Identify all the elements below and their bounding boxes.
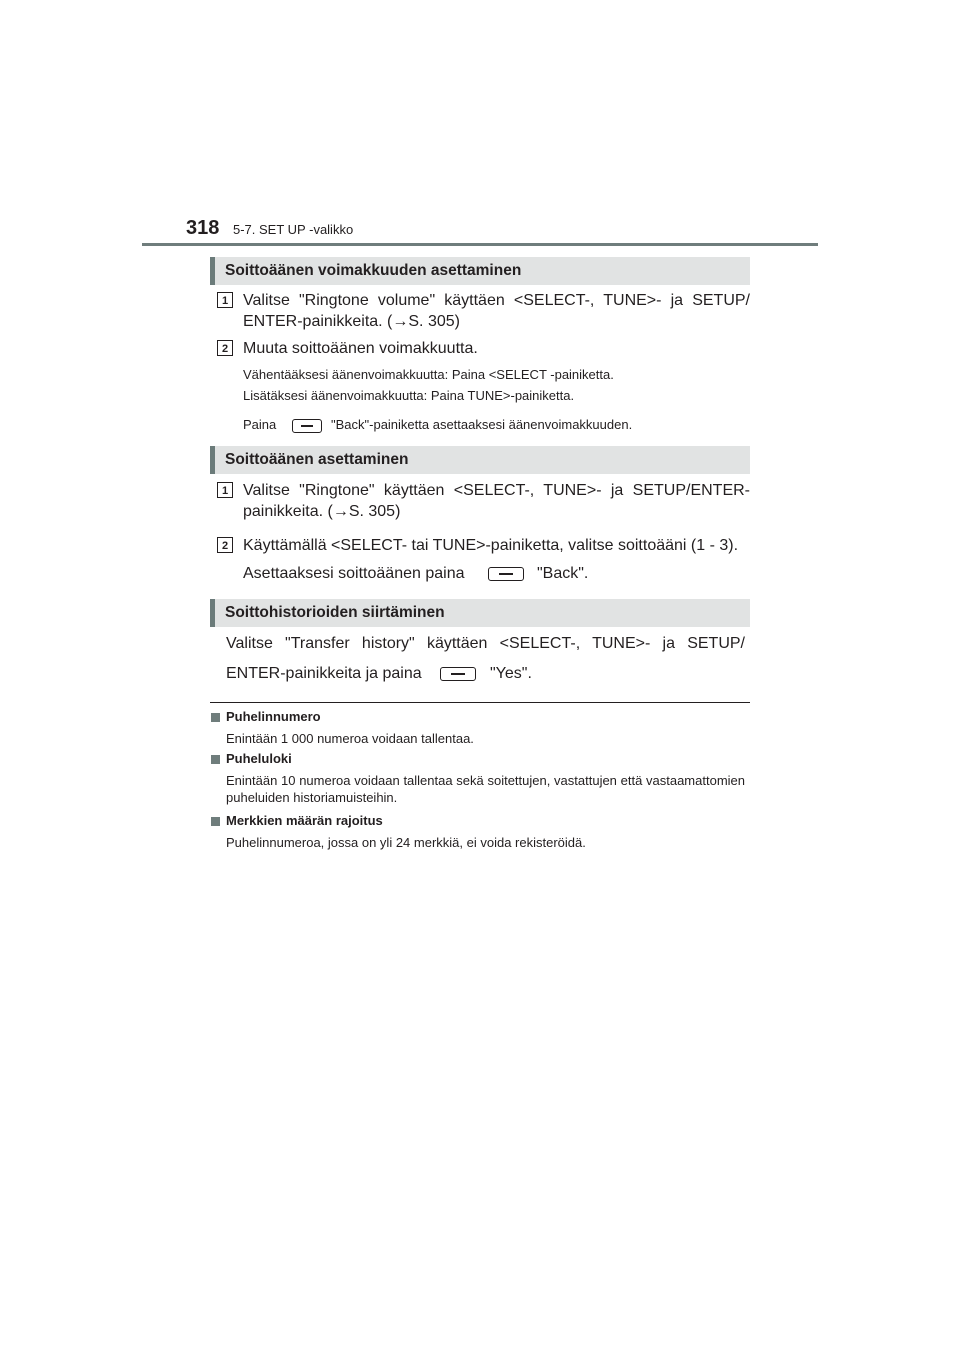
page-number: 318	[186, 217, 220, 239]
step-detail: Lisätäksesi äänenvoimakkuutta: Paina TUNE>-painiketta.	[243, 388, 575, 403]
square-bullet-icon	[211, 755, 220, 764]
step-text-line: ENTER-painikkeita. (→S. 305)	[243, 313, 460, 330]
section-heading-ringtone-volume	[210, 257, 750, 285]
step-text-line: Valitse "Ringtone" käyttäen <SELECT-, TUNE>- ja SETUP/ENTER-	[243, 482, 750, 499]
section-title: Soittohistorioiden siirtäminen	[225, 604, 445, 621]
back-button-icon	[292, 419, 322, 433]
notes-divider	[210, 702, 750, 703]
step-detail: "Back"-painiketta asettaaksesi äänenvoimakkuuden.	[331, 417, 633, 432]
section-title: Soittoäänen voimakkuuden asettaminen	[225, 262, 522, 279]
section-heading-ringtone	[210, 446, 750, 474]
step-text-line: Valitse "Ringtone volume" käyttäen <SELECT-, TUNE>- ja SETUP/	[243, 292, 750, 309]
header-divider	[142, 243, 818, 246]
note-title: Puhelinnumero	[226, 709, 321, 724]
step-detail: Paina	[243, 417, 277, 432]
yes-button-icon	[440, 667, 476, 681]
step-text-line: Muuta soittoäänen voimakkuutta.	[243, 340, 478, 357]
step-number: 2	[217, 537, 233, 553]
note-title: Puheluloki	[226, 751, 292, 766]
note-body: Enintään 10 numeroa voidaan tallentaa sekä soitettujen, vastattujen että vastaamattomien puheluiden historiamuisteihin.	[226, 773, 745, 805]
step-text-line: painikkeita. (→S. 305)	[243, 503, 401, 520]
section-text-line: Valitse "Transfer history" käyttäen <SELECT-, TUNE>- ja SETUP/	[226, 635, 745, 652]
note-body: Enintään 1 000 numeroa voidaan tallentaa.	[226, 731, 474, 746]
step-number: 1	[217, 292, 233, 308]
square-bullet-icon	[211, 713, 220, 722]
step-number: 1	[217, 482, 233, 498]
step-text-line: Asettaaksesi soittoäänen paina	[243, 565, 465, 582]
step-text-line: Käyttämällä <SELECT- tai TUNE>-painiketta, valitse soittoääni (1 - 3).	[243, 537, 739, 554]
section-heading-transfer-history	[210, 599, 750, 627]
step-detail: Vähentääksesi äänenvoimakkuutta: Paina <SELECT -painiketta.	[243, 367, 614, 382]
chapter-title: 5-7. SET UP -valikko	[233, 222, 354, 237]
section-text-line: ENTER-painikkeita ja paina	[226, 665, 422, 682]
back-button-icon	[488, 567, 524, 581]
square-bullet-icon	[211, 817, 220, 826]
step-number: 2	[217, 340, 233, 356]
note-title: Merkkien määrän rajoitus	[226, 813, 383, 828]
section-title: Soittoäänen asettaminen	[225, 451, 409, 468]
step-text-line: "Back".	[537, 565, 589, 582]
note-body: Puhelinnumeroa, jossa on yli 24 merkkiä, ei voida rekisteröidä.	[226, 835, 586, 850]
section-text-line: "Yes".	[490, 665, 532, 682]
